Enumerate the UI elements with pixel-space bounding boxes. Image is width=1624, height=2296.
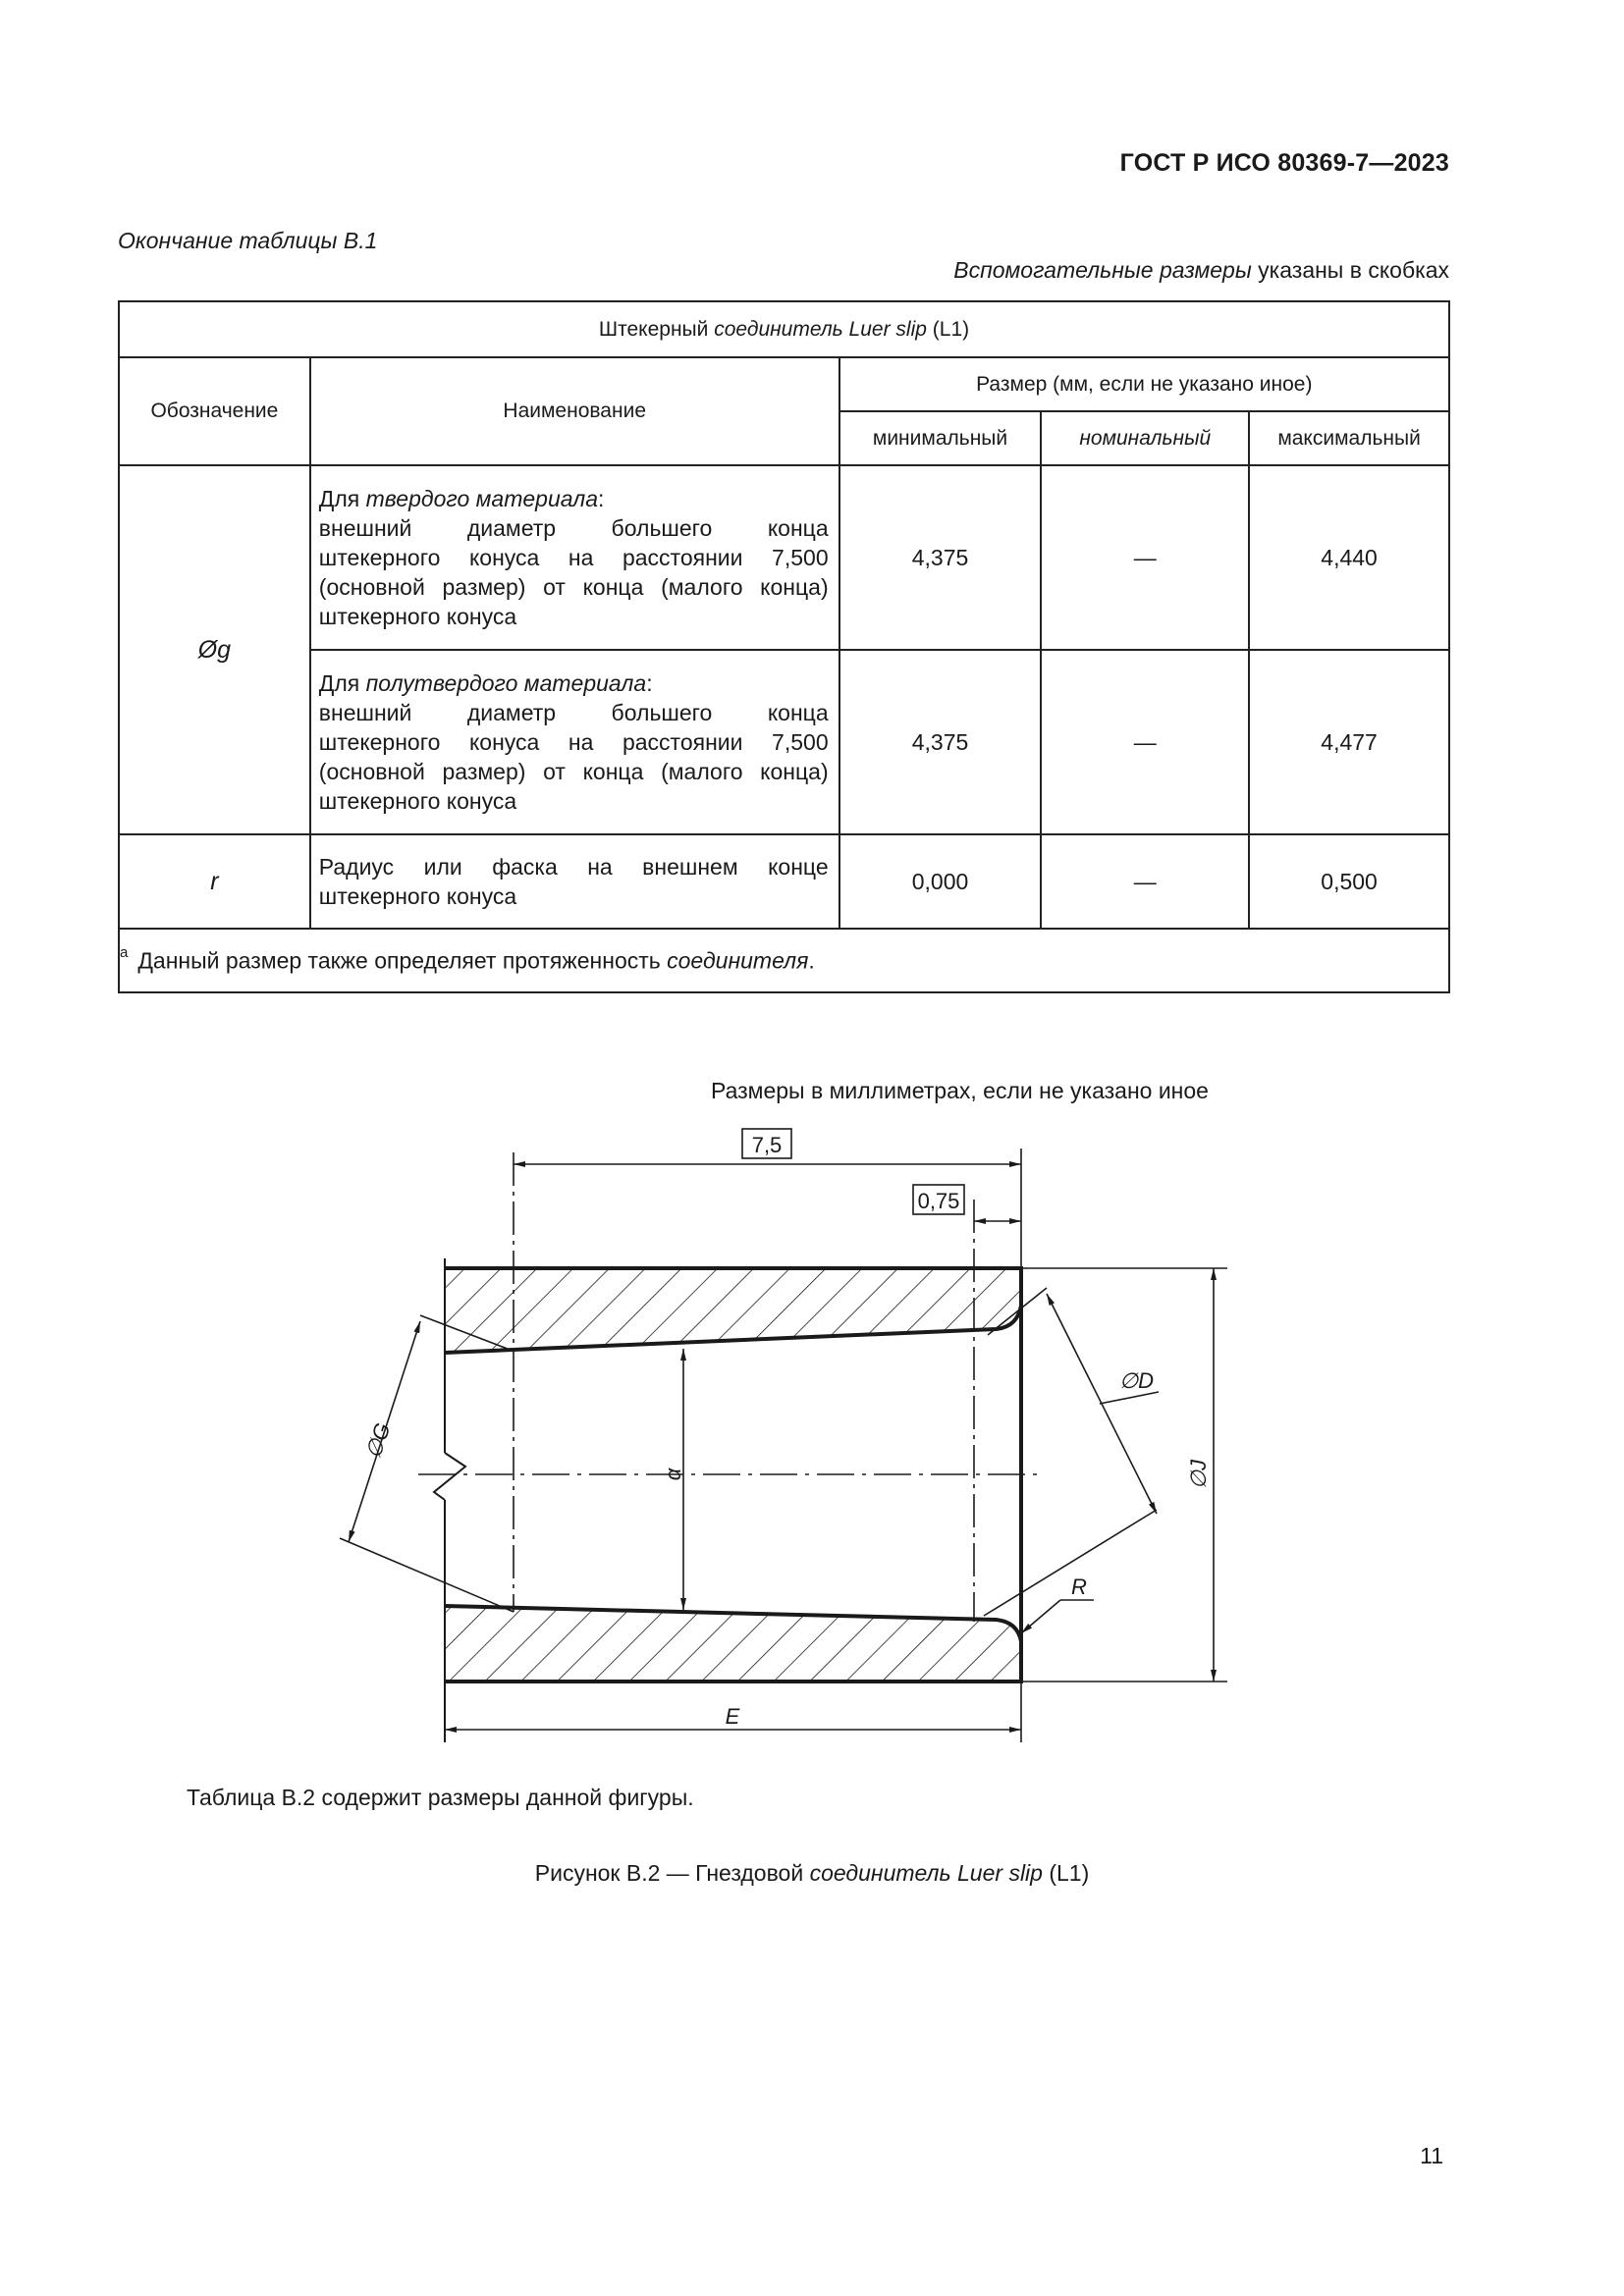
name-cell: Для полутвердого материала: внешний диаметр большего конца штекерного конуса на расстоянии 7,500 (основной размер) от конца (малого конца) штекерного конуса (310, 650, 839, 834)
table-footnote: $^a$ Данный размер также определяет протяженность соединителя. (119, 929, 1449, 992)
min-value: 0,000 (839, 834, 1042, 929)
max-value: 4,477 (1249, 650, 1449, 834)
col-header-nom: номинальный (1041, 411, 1249, 465)
dim-G-extension-bottom (340, 1538, 514, 1612)
dim-label-0-75: 0,75 (917, 1189, 960, 1213)
nom-value: — (1041, 650, 1249, 834)
max-value: 4,440 (1249, 465, 1449, 650)
figure-note: Таблица В.2 содержит размеры данной фигуры. (187, 1785, 694, 1810)
col-header-size: Размер (мм, если не указано иное) (839, 357, 1449, 411)
max-value: 0,500 (1249, 834, 1449, 929)
dim-label-R: R (1071, 1575, 1087, 1599)
break-symbol (434, 1453, 465, 1500)
col-header-designation: Обозначение (119, 357, 310, 465)
col-header-min: минимальный (839, 411, 1042, 465)
nom-value: — (1041, 465, 1249, 650)
dim-label-E: E (725, 1704, 740, 1729)
min-value: 4,375 (839, 650, 1042, 834)
dim-label-7-5: 7,5 (751, 1133, 783, 1157)
dim-R-leader (1021, 1600, 1060, 1633)
table-title: Штекерный соединитель Luer slip (L1) (119, 301, 1449, 357)
figure-caption: Рисунок В.2 — Гнездовой соединитель Luer slip (L1) (534, 1860, 1090, 1886)
table-caption: Окончание таблицы В.1 (118, 228, 378, 253)
col-header-max: максимальный (1249, 411, 1449, 465)
name-cell: Радиус или фаска на внешнем конце штекерного конуса (310, 834, 839, 929)
standard-header: ГОСТ Р ИСО 80369-7—2023 (1119, 149, 1449, 177)
dimensions-note: Размеры в миллиметрах, если не указано иное (711, 1078, 1209, 1103)
page-number: 11 (1420, 2143, 1443, 2168)
dim-D-leader (1100, 1392, 1159, 1404)
nom-value: — (1041, 834, 1249, 929)
min-value: 4,375 (839, 465, 1042, 650)
dim-label-G: ∅G (360, 1419, 396, 1462)
name-cell: Для твердого материала: внешний диаметр большего конца штекерного конуса на расстоянии 7,500 (основной размер) от конца (малого конца) штекерного конуса (310, 465, 839, 650)
symbol-cell: Øg (119, 465, 310, 834)
col-header-name: Наименование (310, 357, 839, 465)
symbol-cell: r (119, 834, 310, 929)
dim-label-D: ∅D (1119, 1368, 1155, 1393)
dim-label-alpha: α (661, 1468, 685, 1481)
dim-label-J: ∅J (1186, 1459, 1211, 1490)
auxiliary-dimensions-note: Вспомогательные размеры указаны в скобках (953, 257, 1449, 283)
